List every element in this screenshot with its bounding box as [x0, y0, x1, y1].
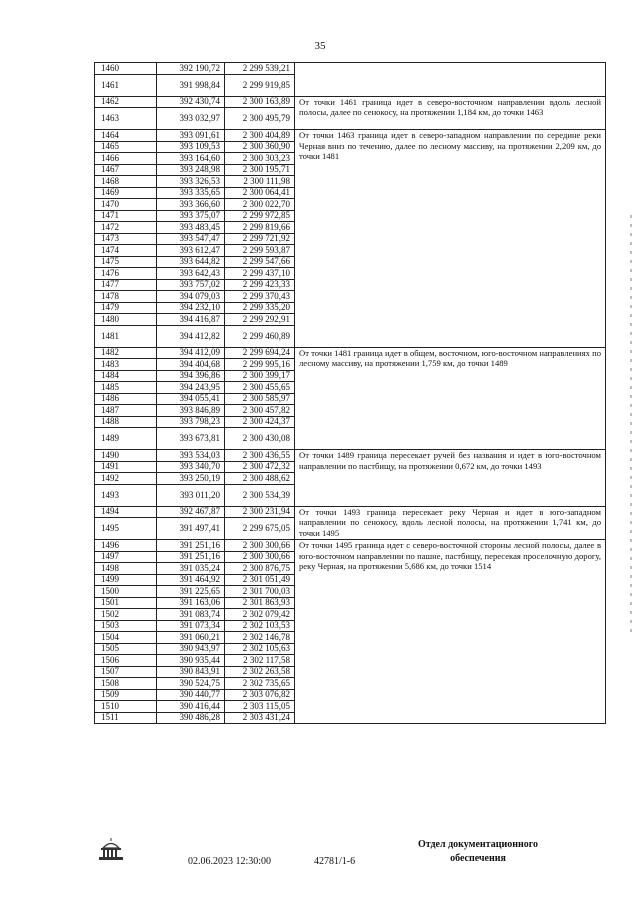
point-number-cell: 1482: [95, 347, 157, 359]
point-number-cell: 1495: [95, 518, 157, 540]
y-coordinate-cell: 2 300 064,41: [225, 187, 295, 199]
point-number-cell: 1481: [95, 325, 157, 347]
y-coordinate-cell: 2 303 115,05: [225, 701, 295, 713]
y-coordinate-cell: 2 299 694,24: [225, 347, 295, 359]
boundary-description-cell: От точки 1493 граница пересекает реку Черная и идет в юго-западном направлении по сенокосу, вдоль лесной полосы, на протяжении 1,741 км, до точки 1495: [295, 506, 606, 540]
table-row: [95, 506, 606, 518]
point-number-cell: 1472: [95, 222, 157, 234]
y-coordinate-cell: 2 299 721,92: [225, 233, 295, 245]
point-number-cell: 1478: [95, 291, 157, 303]
point-number-cell: 1496: [95, 540, 157, 552]
point-number-cell: 1469: [95, 187, 157, 199]
x-coordinate-cell: 393 673,81: [157, 428, 225, 450]
x-coordinate-cell: 394 404,68: [157, 359, 225, 371]
point-number-cell: 1460: [95, 63, 157, 75]
point-number-cell: 1462: [95, 96, 157, 108]
y-coordinate-cell: 2 299 972,85: [225, 210, 295, 222]
x-coordinate-cell: 394 055,41: [157, 393, 225, 405]
y-coordinate-cell: 2 300 404,89: [225, 130, 295, 142]
x-coordinate-cell: 393 250,19: [157, 473, 225, 485]
y-coordinate-cell: 2 300 303,23: [225, 153, 295, 165]
y-coordinate-cell: 2 300 495,79: [225, 108, 295, 130]
footer-datetime: 02.06.2023 12:30:00: [188, 856, 272, 867]
table-row: [95, 96, 606, 108]
point-number-cell: 1467: [95, 164, 157, 176]
x-coordinate-cell: 390 843,91: [157, 666, 225, 678]
y-coordinate-cell: 2 299 460,89: [225, 325, 295, 347]
y-coordinate-cell: 2 299 919,85: [225, 74, 295, 96]
point-number-cell: 1470: [95, 199, 157, 211]
x-coordinate-cell: 391 073,34: [157, 620, 225, 632]
y-coordinate-cell: 2 303 076,82: [225, 689, 295, 701]
y-coordinate-cell: 2 300 111,98: [225, 176, 295, 188]
x-coordinate-cell: 393 547,47: [157, 233, 225, 245]
x-coordinate-cell: 394 232,10: [157, 302, 225, 314]
x-coordinate-cell: 391 035,24: [157, 563, 225, 575]
x-coordinate-cell: 393 164,60: [157, 153, 225, 165]
point-number-cell: 1476: [95, 268, 157, 280]
x-coordinate-cell: 391 060,21: [157, 632, 225, 644]
point-number-cell: 1489: [95, 428, 157, 450]
y-coordinate-cell: 2 300 231,94: [225, 506, 295, 518]
y-coordinate-cell: 2 300 360,90: [225, 141, 295, 153]
x-coordinate-cell: 393 644,82: [157, 256, 225, 268]
y-coordinate-cell: 2 299 423,33: [225, 279, 295, 291]
y-coordinate-cell: 2 300 022,70: [225, 199, 295, 211]
point-number-cell: 1499: [95, 574, 157, 586]
x-coordinate-cell: 393 091,61: [157, 130, 225, 142]
y-coordinate-cell: 2 300 876,75: [225, 563, 295, 575]
point-number-cell: 1485: [95, 382, 157, 394]
point-number-cell: 1475: [95, 256, 157, 268]
y-coordinate-cell: 2 299 593,87: [225, 245, 295, 257]
page-number: 35: [314, 40, 326, 52]
scan-margin-mark: [630, 215, 632, 635]
y-coordinate-cell: 2 301 700,03: [225, 586, 295, 598]
point-number-cell: 1502: [95, 609, 157, 621]
x-coordinate-cell: 391 225,65: [157, 586, 225, 598]
y-coordinate-cell: 2 299 675,05: [225, 518, 295, 540]
point-number-cell: 1484: [95, 370, 157, 382]
point-number-cell: 1474: [95, 245, 157, 257]
x-coordinate-cell: 394 243,95: [157, 382, 225, 394]
y-coordinate-cell: 2 302 263,58: [225, 666, 295, 678]
x-coordinate-cell: 392 467,87: [157, 506, 225, 518]
x-coordinate-cell: 390 943,97: [157, 643, 225, 655]
x-coordinate-cell: 393 534,03: [157, 450, 225, 462]
y-coordinate-cell: 2 302 103,53: [225, 620, 295, 632]
x-coordinate-cell: 393 335,65: [157, 187, 225, 199]
y-coordinate-cell: 2 299 995,16: [225, 359, 295, 371]
x-coordinate-cell: 390 486,28: [157, 712, 225, 724]
point-number-cell: 1497: [95, 551, 157, 563]
y-coordinate-cell: 2 299 335,20: [225, 302, 295, 314]
x-coordinate-cell: 390 524,75: [157, 678, 225, 690]
table-row: [95, 540, 606, 552]
y-coordinate-cell: 2 300 430,08: [225, 428, 295, 450]
table-row: [95, 63, 606, 75]
footer-department-line1: Отдел документационного: [417, 839, 539, 850]
y-coordinate-cell: 2 301 863,93: [225, 597, 295, 609]
y-coordinate-cell: 2 299 370,43: [225, 291, 295, 303]
x-coordinate-cell: 393 798,23: [157, 416, 225, 428]
x-coordinate-cell: 393 757,02: [157, 279, 225, 291]
y-coordinate-cell: 2 300 424,37: [225, 416, 295, 428]
y-coordinate-cell: 2 300 585,97: [225, 393, 295, 405]
point-number-cell: 1479: [95, 302, 157, 314]
y-coordinate-cell: 2 302 735,65: [225, 678, 295, 690]
x-coordinate-cell: 393 642,43: [157, 268, 225, 280]
point-number-cell: 1464: [95, 130, 157, 142]
footer-doc-code: 42781/1-6: [314, 856, 356, 867]
point-number-cell: 1509: [95, 689, 157, 701]
point-number-cell: 1500: [95, 586, 157, 598]
y-coordinate-cell: 2 300 472,32: [225, 461, 295, 473]
point-number-cell: 1510: [95, 701, 157, 713]
boundary-coordinates-table: [94, 62, 606, 724]
point-number-cell: 1486: [95, 393, 157, 405]
y-coordinate-cell: 2 300 300,66: [225, 540, 295, 552]
x-coordinate-cell: 391 497,41: [157, 518, 225, 540]
x-coordinate-cell: 390 416,44: [157, 701, 225, 713]
y-coordinate-cell: 2 299 539,21: [225, 63, 295, 75]
point-number-cell: 1504: [95, 632, 157, 644]
x-coordinate-cell: 391 083,74: [157, 609, 225, 621]
point-number-cell: 1503: [95, 620, 157, 632]
table-body: [95, 63, 606, 724]
y-coordinate-cell: 2 300 163,89: [225, 96, 295, 108]
boundary-description-cell: От точки 1495 граница идет с северо-восточной стороны лесной полосы, далее в юго-восточном направлении по пашне, пастбищу, пересекая проселочную дорогу, реку Черная, на протяжении 5,686 км, до точки 1514: [295, 540, 606, 724]
x-coordinate-cell: 392 190,72: [157, 63, 225, 75]
boundary-description-cell: От точки 1481 граница идет в общем, восточном, юго-восточном направлениях по лесному массиву, на протяжении 1,759 км, до точки 1489: [295, 347, 606, 450]
point-number-cell: 1477: [95, 279, 157, 291]
x-coordinate-cell: 393 366,60: [157, 199, 225, 211]
x-coordinate-cell: 393 612,47: [157, 245, 225, 257]
x-coordinate-cell: 390 440,77: [157, 689, 225, 701]
table-row: [95, 130, 606, 142]
y-coordinate-cell: 2 300 436,55: [225, 450, 295, 462]
y-coordinate-cell: 2 299 819,66: [225, 222, 295, 234]
y-coordinate-cell: 2 301 051,49: [225, 574, 295, 586]
point-number-cell: 1491: [95, 461, 157, 473]
x-coordinate-cell: 393 109,53: [157, 141, 225, 153]
y-coordinate-cell: 2 300 300,66: [225, 551, 295, 563]
point-number-cell: 1461: [95, 74, 157, 96]
footer-department-line2: обеспечения: [450, 852, 506, 864]
y-coordinate-cell: 2 302 117,58: [225, 655, 295, 667]
point-number-cell: 1507: [95, 666, 157, 678]
x-coordinate-cell: 391 251,16: [157, 540, 225, 552]
point-number-cell: 1473: [95, 233, 157, 245]
y-coordinate-cell: 2 299 547,66: [225, 256, 295, 268]
x-coordinate-cell: 393 340,70: [157, 461, 225, 473]
x-coordinate-cell: 393 326,53: [157, 176, 225, 188]
x-coordinate-cell: 391 464,92: [157, 574, 225, 586]
x-coordinate-cell: 393 846,89: [157, 405, 225, 417]
y-coordinate-cell: 2 302 146,78: [225, 632, 295, 644]
point-number-cell: 1506: [95, 655, 157, 667]
point-number-cell: 1498: [95, 563, 157, 575]
x-coordinate-cell: 393 032,97: [157, 108, 225, 130]
point-number-cell: 1465: [95, 141, 157, 153]
x-coordinate-cell: 393 483,45: [157, 222, 225, 234]
x-coordinate-cell: 393 375,07: [157, 210, 225, 222]
point-number-cell: 1493: [95, 484, 157, 506]
x-coordinate-cell: 394 416,87: [157, 314, 225, 326]
point-number-cell: 1487: [95, 405, 157, 417]
x-coordinate-cell: 391 251,16: [157, 551, 225, 563]
x-coordinate-cell: 392 430,74: [157, 96, 225, 108]
point-number-cell: 1483: [95, 359, 157, 371]
footer-department: [398, 838, 558, 865]
y-coordinate-cell: 2 299 292,91: [225, 314, 295, 326]
x-coordinate-cell: 390 935,44: [157, 655, 225, 667]
y-coordinate-cell: 2 300 488,62: [225, 473, 295, 485]
x-coordinate-cell: 391 998,84: [157, 74, 225, 96]
x-coordinate-cell: 394 079,03: [157, 291, 225, 303]
x-coordinate-cell: 393 248,98: [157, 164, 225, 176]
y-coordinate-cell: 2 300 399,17: [225, 370, 295, 382]
point-number-cell: 1505: [95, 643, 157, 655]
point-number-cell: 1511: [95, 712, 157, 724]
x-coordinate-cell: 394 412,82: [157, 325, 225, 347]
boundary-description-cell: От точки 1463 граница идет в северо-западном направлении по середине реки Черная вниз по течению, далее по лесному массиву, на протяжении 2,209 км, до точки 1481: [295, 130, 606, 348]
point-number-cell: 1463: [95, 108, 157, 130]
boundary-description-cell: [295, 63, 606, 97]
y-coordinate-cell: 2 299 437,10: [225, 268, 295, 280]
point-number-cell: 1492: [95, 473, 157, 485]
boundary-description-cell: От точки 1461 граница идет в северо-восточном направлении вдоль лесной полосы, далее по сенокосу, на протяжении 1,184 км, до точки 1463: [295, 96, 606, 130]
y-coordinate-cell: 2 302 079,42: [225, 609, 295, 621]
x-coordinate-cell: 393 011,20: [157, 484, 225, 506]
y-coordinate-cell: 2 300 195,71: [225, 164, 295, 176]
table-row: [95, 450, 606, 462]
point-number-cell: 1488: [95, 416, 157, 428]
y-coordinate-cell: 2 303 431,24: [225, 712, 295, 724]
x-coordinate-cell: 394 412,09: [157, 347, 225, 359]
y-coordinate-cell: 2 300 534,39: [225, 484, 295, 506]
y-coordinate-cell: 2 300 455,65: [225, 382, 295, 394]
point-number-cell: 1494: [95, 506, 157, 518]
y-coordinate-cell: 2 302 105,63: [225, 643, 295, 655]
point-number-cell: 1501: [95, 597, 157, 609]
point-number-cell: 1471: [95, 210, 157, 222]
y-coordinate-cell: 2 300 457,82: [225, 405, 295, 417]
point-number-cell: 1508: [95, 678, 157, 690]
table-row: [95, 347, 606, 359]
boundary-description-cell: От точки 1489 граница пересекает ручей без названия и идет в юго-восточном направлении по пастбищу, на протяжении 0,672 км, до точки 1493: [295, 450, 606, 507]
point-number-cell: 1480: [95, 314, 157, 326]
duma-building-icon: [96, 836, 126, 862]
point-number-cell: 1466: [95, 153, 157, 165]
x-coordinate-cell: 391 163,06: [157, 597, 225, 609]
point-number-cell: 1490: [95, 450, 157, 462]
x-coordinate-cell: 394 396,86: [157, 370, 225, 382]
point-number-cell: 1468: [95, 176, 157, 188]
